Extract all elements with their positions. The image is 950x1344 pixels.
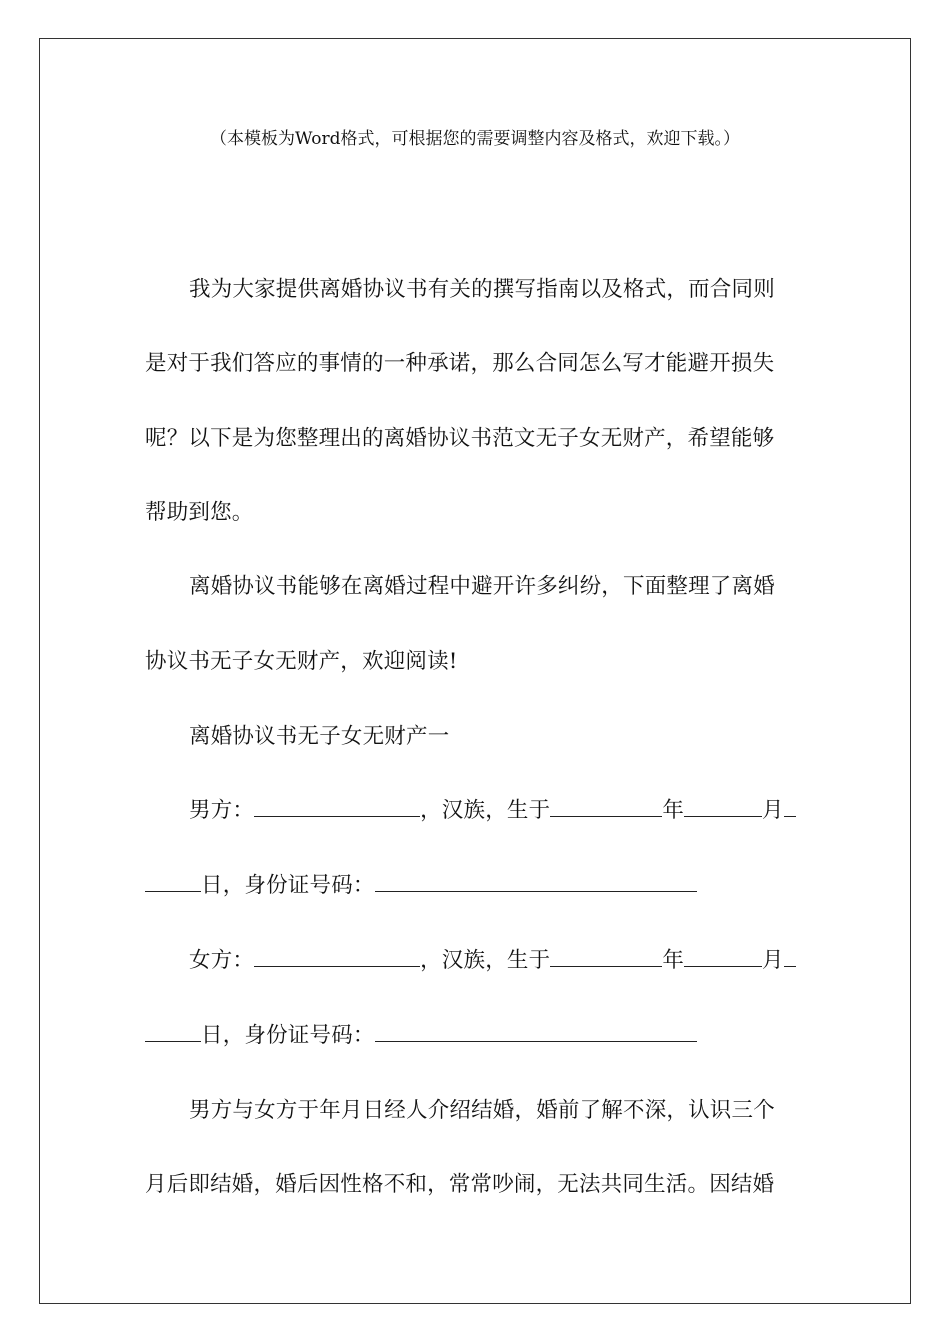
female-day-blank: [145, 1021, 201, 1042]
female-year-blank: [550, 946, 662, 967]
male-year-blank: [550, 796, 662, 817]
section-title: 离婚协议书无子女无财产一: [189, 724, 450, 749]
intro-line-3: 呢？以下是为您整理出的离婚协议书范文无子女无财产，希望能够: [145, 426, 775, 451]
body-line-2: 月后即结婚，婚后因性格不和，常常吵闹，无法共同生活。因结婚: [145, 1172, 775, 1197]
female-ethnicity-text: ，汉族，生于: [420, 948, 551, 973]
male-name-blank: [254, 796, 420, 817]
body-line-1: 男方与女方于年月日经人介绍结婚，婚前了解不深，认识三个: [189, 1098, 775, 1123]
female-day-id-label: 日，身份证号码：: [201, 1023, 375, 1048]
male-year-label: 年: [662, 798, 685, 823]
intro-line-4: 帮助到您。: [145, 500, 254, 525]
male-day-id-label: 日，身份证号码：: [201, 873, 375, 898]
male-id-blank: [375, 871, 697, 892]
male-month-blank: [684, 796, 762, 817]
female-info-line: [189, 946, 805, 976]
male-day-blank: [145, 871, 201, 892]
male-label: 男方：: [189, 798, 255, 823]
female-id-blank: [375, 1021, 697, 1042]
paragraph-2-line-1: 离婚协议书能够在离婚过程中避开许多纠纷，下面整理了离婚: [189, 574, 775, 599]
female-month-label: 月: [762, 948, 784, 973]
intro-line-2: 是对于我们答应的事情的一种承诺，那么合同怎么写才能避开损失: [145, 351, 775, 376]
male-month-label: 月: [762, 798, 784, 823]
intro-line-1: 我为大家提供离婚协议书有关的撰写指南以及格式，而合同则: [189, 277, 775, 302]
male-id-line: [145, 871, 805, 901]
female-day-blank-start: [784, 946, 796, 967]
paragraph-2-line-2: 协议书无子女无财产，欢迎阅读!: [145, 649, 458, 674]
male-info-line: [189, 796, 805, 826]
female-year-label: 年: [662, 948, 685, 973]
male-day-blank-start: [784, 796, 796, 817]
template-notice: （本模板为Word格式，可根据您的需要调整内容及格式，欢迎下载。）: [209, 129, 741, 149]
female-month-blank: [684, 946, 762, 967]
female-name-blank: [254, 946, 420, 967]
male-ethnicity-text: ，汉族，生于: [420, 798, 551, 823]
female-label: 女方：: [189, 948, 255, 973]
female-id-line: [145, 1021, 805, 1051]
